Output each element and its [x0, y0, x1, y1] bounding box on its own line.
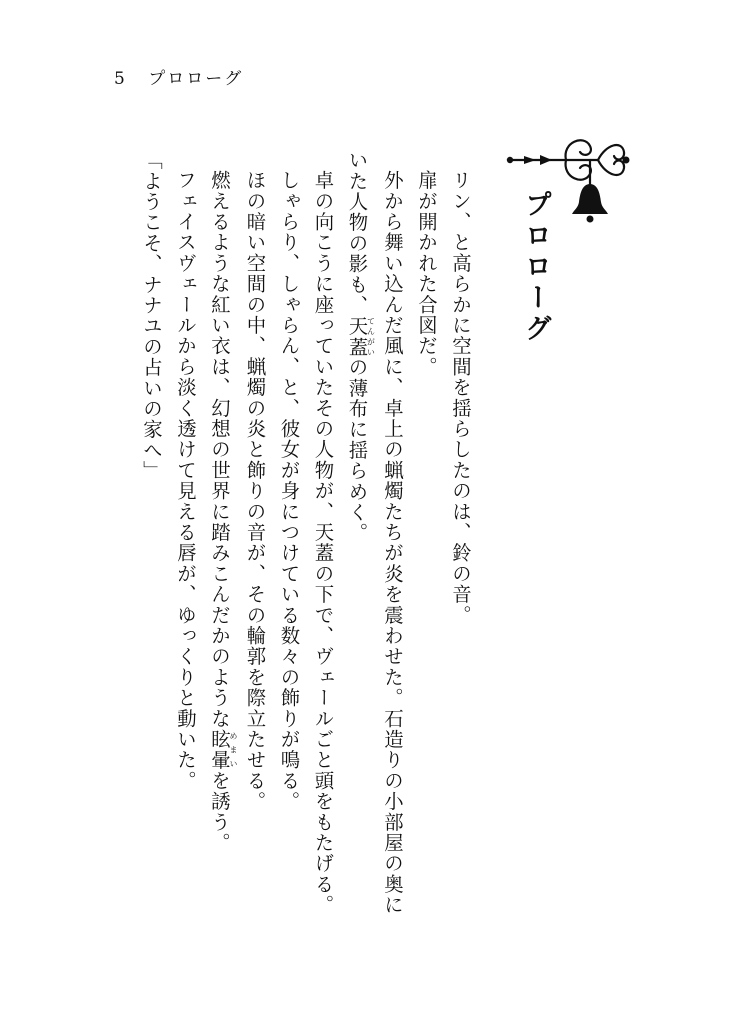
- running-head-chapter: プロローグ: [148, 69, 244, 89]
- ruby-memai: [208, 728, 238, 771]
- chapter-title: プロローグ: [520, 190, 551, 345]
- paragraph-line: ほの暗い空間の中、蝋燭の炎と飾りの音が、その輪郭を際立たせる。: [243, 170, 267, 812]
- ruby-reading: てんがい: [366, 315, 376, 358]
- paragraph-line: フェイスヴェールから淡く透けて見える唇が、ゆっくりと動いた。: [174, 170, 197, 791]
- page-number: 5: [114, 69, 127, 89]
- line-segment: 燃えるような紅い衣は、幻想の世界に踏みこんだかのような: [208, 170, 231, 729]
- paragraph-line: [202, 150, 238, 950]
- paragraph-line: リン、と高らかに空間を揺らしたのは、鈴の音。: [449, 170, 472, 626]
- ruby-reading: めまい: [229, 728, 238, 771]
- paragraph-line: しゃらり、しゃらん、と、彼女が身につけている数々の飾りが鳴る。: [277, 170, 301, 812]
- ruby-base: 天蓋: [345, 315, 369, 358]
- paragraph-line: 扉が開かれた合図だ。: [415, 170, 438, 377]
- paragraph-line: 卓の向こうに座っていたその人物が、天蓋の下で、ヴェールごと頭をもたげる。: [311, 170, 335, 916]
- ruby-tengai: [345, 315, 376, 358]
- dialogue-line: 「ようこそ、ナナユの占いの家へ」: [140, 150, 163, 482]
- line-segment: いた人物の影も、: [345, 150, 369, 316]
- line-segment: の薄布に揺らめく。: [345, 357, 369, 544]
- body-text: [134, 150, 477, 950]
- paragraph-line: 外から舞い込んだ風に、卓上の蝋燭たちが炎を震わせた。石造りの小部屋の奥に: [381, 170, 404, 916]
- paragraph-line: [340, 150, 376, 950]
- line-segment: を誘う。: [208, 770, 231, 854]
- ruby-base: 眩暈: [208, 728, 231, 771]
- running-head: [114, 64, 243, 89]
